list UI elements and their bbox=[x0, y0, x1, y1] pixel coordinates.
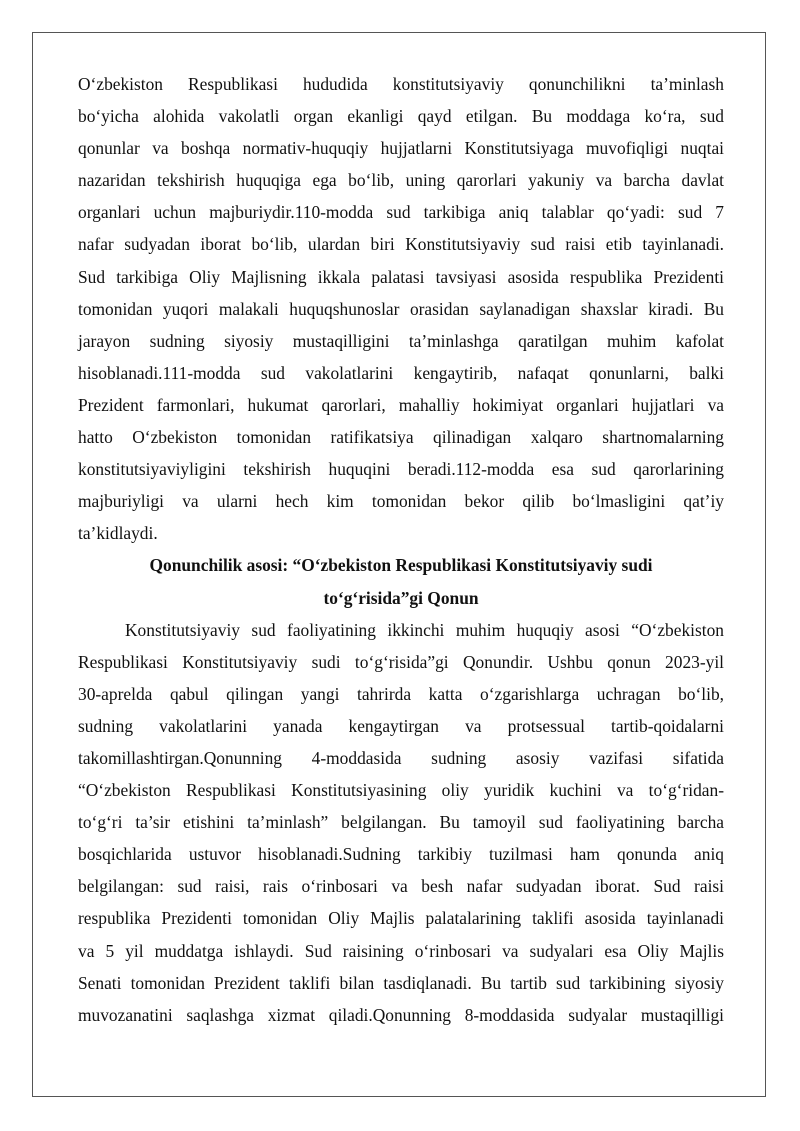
text-line: nazaridan tekshirish huquqiga ega bo‘lib, uning qarorlari yakuniy va barcha davlat bbox=[78, 170, 724, 191]
text-line: hatto O‘zbekiston tomonidan ratifikatsiya qilinadigan xalqaro shartnomalarning bbox=[78, 427, 724, 448]
text-line: jarayon sudning siyosiy mustaqilligini ta’minlashga qaratilgan muhim kafolat bbox=[78, 330, 724, 351]
text-line: Konstitutsiyaviy sud faoliyatining ikkinchi muhim huquqiy asosi “O‘zbekiston bbox=[125, 619, 724, 640]
text-line: takomillashtirgan.Qonunning 4-moddasida sudning asosiy vazifasi sifatida bbox=[78, 747, 724, 768]
section-heading bbox=[78, 549, 724, 613]
paragraph-constitutional-court-law bbox=[78, 614, 724, 1031]
text-line: Sud tarkibiga Oliy Majlisning ikkala palatasi tavsiyasi asosida respublika Prezidenti bbox=[78, 266, 724, 287]
text-line: nafar sudyadan iborat bo‘lib, ulardan biri Konstitutsiyaviy sud raisi etib tayinlanadi. bbox=[78, 234, 724, 255]
section-heading-line-2: to‘g‘risida”gi Qonun bbox=[323, 587, 479, 608]
text-line: majburiyligi va ularni hech kim tomonidan bekor qilib bo‘lmasligini qat’iy bbox=[78, 491, 724, 512]
text-line: Senati tomonidan Prezident taklifi bilan tasdiqlanadi. Bu tartib sud tarkibining siyosiy bbox=[78, 972, 724, 993]
text-line: Respublikasi Konstitutsiyaviy sudi to‘g‘risida”gi Qonundir. Ushbu qonun 2023-yil bbox=[78, 651, 724, 672]
text-line: muvozanatini saqlashga xizmat qiladi.Qonunning 8-moddasida sudyalar mustaqilligi bbox=[78, 1004, 724, 1025]
text-line: to‘g‘ri ta’sir etishini ta’minlash” belgilangan. Bu tamoyil sud faoliyatining barcha bbox=[78, 812, 724, 833]
text-line: Prezident farmonlari, hukumat qarorlari, mahalliy hokimiyat organlari hujjatlari va bbox=[78, 394, 724, 415]
text-line: qonunlar va boshqa normativ-huquqiy hujjatlarni Konstitutsiyaga muvofiqligi nuqtai bbox=[78, 138, 724, 159]
text-line: konstitutsiyaviyligini tekshirish huquqini beradi.112-modda esa sud qarorlarining bbox=[78, 459, 724, 480]
paragraph-constitution-articles bbox=[78, 68, 724, 549]
text-line: respublika Prezidenti tomonidan Oliy Majlis palatalarining taklifi asosida tayinlanadi bbox=[78, 908, 724, 929]
document-body bbox=[78, 68, 724, 1031]
text-line: va 5 yil muddatga ishlaydi. Sud raisining o‘rinbosari va sudyalari esa Oliy Majlis bbox=[78, 940, 724, 961]
text-line: ta’kidlaydi. bbox=[78, 523, 158, 544]
section-heading-line-1: Qonunchilik asosi: “O‘zbekiston Respublikasi Konstitutsiyaviy sudi bbox=[149, 555, 653, 576]
text-line: sudning vakolatlarini yanada kengaytirgan va protsessual tartib-qoidalarni bbox=[78, 715, 724, 736]
text-line: bosqichlarida ustuvor hisoblanadi.Sudning tarkibiy tuzilmasi ham qonunda aniq bbox=[78, 844, 724, 865]
text-line: 30-aprelda qabul qilingan yangi tahrirda katta o‘zgarishlarga uchragan bo‘lib, bbox=[78, 683, 724, 704]
text-line: O‘zbekiston Respublikasi hududida konstitutsiyaviy qonunchilikni ta’minlash bbox=[78, 74, 724, 94]
text-line: tomonidan yuqori malakali huquqshunoslar orasidan saylanadigan shaxslar kiradi. Bu bbox=[78, 298, 724, 319]
text-line: belgilangan: sud raisi, rais o‘rinbosari va besh nafar sudyadan iborat. Sud raisi bbox=[78, 876, 724, 897]
text-line: bo‘yicha alohida vakolatli organ ekanligi qayd etilgan. Bu moddaga ko‘ra, sud bbox=[78, 106, 724, 127]
text-line: organlari uchun majburiydir.110-modda sud tarkibiga aniq talablar qo‘yadi: sud 7 bbox=[78, 202, 724, 223]
text-line: “O‘zbekiston Respublikasi Konstitutsiyasining oliy yuridik kuchini va to‘g‘ridan- bbox=[78, 780, 724, 801]
text-line: hisoblanadi.111-modda sud vakolatlarini kengaytirib, nafaqat qonunlarni, balki bbox=[78, 362, 724, 383]
